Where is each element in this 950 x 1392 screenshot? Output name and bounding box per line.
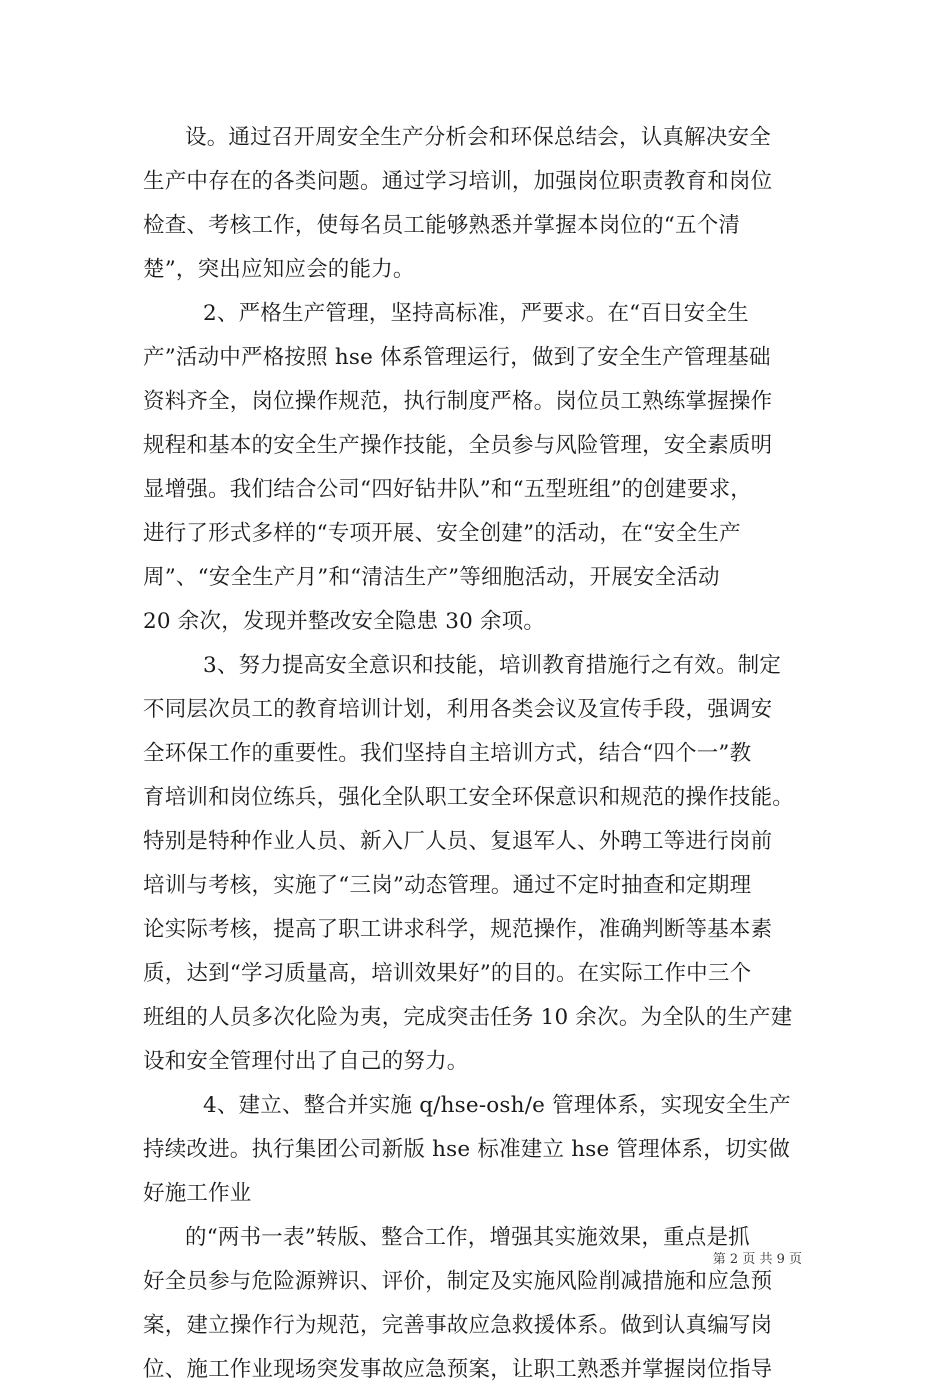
text-line: 育培训和岗位练兵，强化全队职工安全环保意识和规范的操作技能。 (143, 785, 795, 810)
text-line: 检查、考核工作，使每名员工能够熟悉并掌握本岗位的“五个清 (143, 213, 741, 238)
text-line: 论实际考核，提高了职工讲求科学，规范操作，准确判断等基本素 (143, 917, 773, 942)
text-line: 不同层次员工的教育培训计划，利用各类会议及宣传手段，强调安 (143, 697, 773, 722)
text-line: 20 余次，发现并整改安全隐患 30 余项。 (143, 609, 546, 634)
text-line: 位、施工作业现场突发事故应急预案，让职工熟悉并掌握岗位指导 (143, 1357, 773, 1382)
text-line: 设和安全管理付出了自己的努力。 (143, 1049, 469, 1074)
page-number-footer: 第 2 页 共 9 页 (712, 1252, 802, 1267)
text-line: 进行了形式多样的“专项开展、安全创建”的活动，在“安全生产 (143, 521, 741, 546)
text-line: 好施工作业 (143, 1181, 252, 1206)
text-line: 特别是特种作业人员、新入厂人员、复退军人、外聘工等进行岗前 (143, 829, 773, 854)
text-line: 生产中存在的各类问题。通过学习培训，加强岗位职责教育和岗位 (143, 169, 773, 194)
text-line: 持续改进。执行集团公司新版 hse 标准建立 hse 管理体系，切实做 (143, 1137, 791, 1162)
document-body (143, 116, 813, 1392)
paragraph-5-start: 的“两书一表”转版、整合工作，增强其实施效果，重点是抓 (185, 1225, 750, 1250)
text-line: 质，达到“学习质量高，培训效果好”的目的。在实际工作中三个 (143, 961, 752, 986)
text-line: 规程和基本的安全生产操作技能，全员参与风险管理，安全素质明 (143, 433, 773, 458)
text-line: 显增强。我们结合公司“四好钻井队”和“五型班组”的创建要求， (143, 477, 752, 502)
paragraph-2-start: 2、严格生产管理，坚持高标准，严要求。在“百日安全生 (203, 301, 749, 326)
paragraph-3-start: 3、努力提高安全意识和技能，培训教育措施行之有效。制定 (203, 653, 782, 678)
text-line: 班组的人员多次化险为夷，完成突击任务 10 余次。为全队的生产建 (143, 1005, 793, 1030)
paragraph-4-start: 4、建立、整合并实施 q/hse-osh/e 管理体系，实现安全生产 (203, 1093, 791, 1118)
text-line: 案，建立操作行为规范，完善事故应急救援体系。做到认真编写岗 (143, 1313, 773, 1338)
text-line: 好全员参与危险源辨识、评价，制定及实施风险削减措施和应急预 (143, 1269, 773, 1294)
text-line: 培训与考核，实施了“三岗”动态管理。通过不定时抽查和定期理 (143, 873, 752, 898)
text-line: 全环保工作的重要性。我们坚持自主培训方式，结合“四个一”教 (143, 741, 752, 766)
text-line: 资料齐全，岗位操作规范，执行制度严格。岗位员工熟练掌握操作 (143, 389, 773, 414)
text-line: 设。通过召开周安全生产分析会和环保总结会，认真解决安全 (185, 125, 771, 150)
text-line: 周”、“安全生产月”和“清洁生产”等细胞活动，开展安全活动 (143, 565, 720, 590)
text-line: 楚”，突出应知应会的能力。 (143, 257, 415, 282)
text-line: 产”活动中严格按照 hse 体系管理运行，做到了安全生产管理基础 (143, 345, 771, 370)
